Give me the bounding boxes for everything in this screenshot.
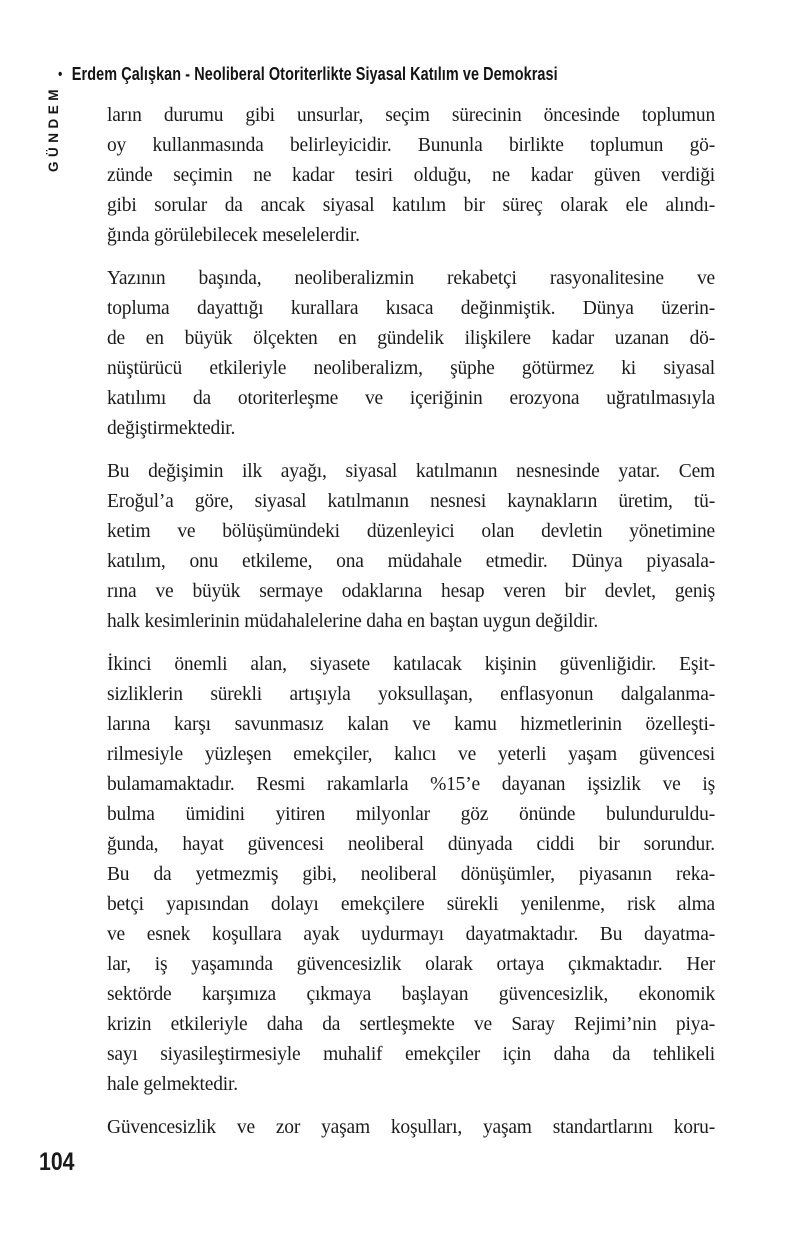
bullet-icon: • (58, 66, 63, 83)
body-line: Güvencesizlik ve zor yaşam koşulları, yaşam standartlarını koru- (107, 1117, 715, 1138)
running-header (58, 63, 558, 85)
body-line: ve esnek koşullara ayak uydurmayı dayatmaktadır. Bu dayatma- (107, 924, 715, 945)
body-line: Bu değişimin ilk ayağı, siyasal katılmanın nesnesinde yatar. Cem (107, 461, 715, 482)
body-line: Eroğul’a göre, siyasal katılmanın nesnesi kaynakların üretim, tü- (107, 491, 715, 512)
body-line: gibi sorular da ancak siyasal katılım bir süreç olarak ele alındı- (107, 195, 715, 216)
header-author: Erdem Çalışkan - (71, 63, 195, 84)
body-line: İkinci önemli alan, siyasete katılacak kişinin güvenliğidir. Eşit- (107, 654, 715, 675)
body-line: halk kesimlerinin müdahalelerine daha en baştan uygun değildir. (107, 611, 599, 632)
body-line: rına ve büyük sermaye odaklarına hesap veren bir devlet, geniş (107, 581, 715, 602)
paragraph (107, 264, 715, 444)
body-line: katılım, onu etkileme, ona müdahale etmedir. Dünya piyasala- (107, 551, 715, 572)
body-line: rilmesiyle yüzleşen emekçiler, kalıcı ve yeterli yaşam güvencesi (107, 744, 715, 765)
body-text-column (107, 101, 715, 1156)
header-title: Neoliberal Otoriterlikte Siyasal Katılım ve Demokrasi (194, 63, 558, 84)
body-line: de en büyük ölçekten en gündelik ilişkilere kadar uzanan dö- (107, 328, 715, 349)
body-line: ğında görülebilecek meselelerdir. (107, 225, 360, 246)
body-line: krizin etkileriyle daha da sertleşmekte ve Saray Rejimi’nin piya- (107, 1014, 715, 1035)
page-number: 104 (39, 1148, 75, 1176)
body-line: oy kullanmasında belirleyicidir. Bununla birlikte toplumun gö- (107, 135, 715, 156)
body-line: topluma dayattığı kurallara kısaca değinmiştik. Dünya üzerin- (107, 298, 715, 319)
paragraph (107, 457, 715, 637)
body-line: lar, iş yaşamında güvencesizlik olarak ortaya çıkmaktadır. Her (107, 954, 715, 975)
body-line: ların durumu gibi unsurlar, seçim sürecinin öncesinde toplumun (107, 105, 715, 126)
body-line: larına karşı savunmasız kalan ve kamu hizmetlerinin özelleşti- (107, 714, 715, 735)
body-line: nüştürücü etkileriyle neoliberalizm, şüphe götürmez ki siyasal (107, 358, 715, 379)
paragraph (107, 101, 715, 251)
section-label-vertical: GÜNDEM (46, 85, 61, 172)
paragraph (107, 650, 715, 1100)
body-line: bulamamaktadır. Resmi rakamlarla %15’e dayanan işsizlik ve iş (107, 774, 715, 795)
body-line: hale gelmektedir. (107, 1074, 238, 1095)
paragraph (107, 1113, 715, 1143)
body-line: betçi yapısından dolayı emekçilere sürekli yenilenme, risk alma (107, 894, 715, 915)
body-line: ğunda, hayat güvencesi neoliberal dünyada ciddi bir sorundur. (107, 834, 715, 855)
body-line: değiştirmektedir. (107, 418, 236, 439)
body-line: Yazının başında, neoliberalizmin rekabetçi rasyonalitesine ve (107, 268, 715, 289)
body-line: Bu da yetmezmiş gibi, neoliberal dönüşümler, piyasanın reka- (107, 864, 715, 885)
body-line: zünde seçimin ne kadar tesiri olduğu, ne kadar güven verdiği (107, 165, 715, 186)
body-line: bulma ümidini yitiren milyonlar göz önünde bulunduruldu- (107, 804, 715, 825)
body-line: katılımı da otoriterleşme ve içeriğinin erozyona uğratılmasıyla (107, 388, 715, 409)
body-line: sayı siyasileştirmesiyle muhalif emekçiler için daha da tehlikeli (107, 1044, 715, 1065)
body-line: sizliklerin sürekli artışıyla yoksullaşan, enflasyonun dalgalanma- (107, 684, 715, 705)
body-line: sektörde karşımıza çıkmaya başlayan güvencesizlik, ekonomik (107, 984, 715, 1005)
body-line: ketim ve bölüşümündeki düzenleyici olan devletin yönetimine (107, 521, 715, 542)
